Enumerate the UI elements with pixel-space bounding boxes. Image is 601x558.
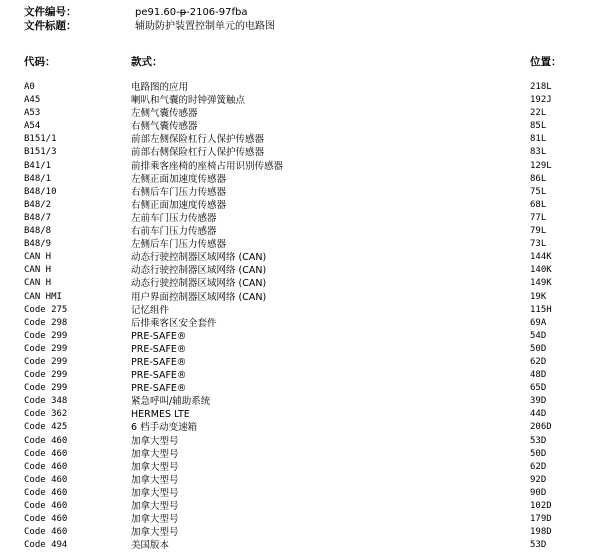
row-position: 19K bbox=[530, 291, 547, 302]
document-title-label: 文件标题： bbox=[24, 20, 77, 32]
row-position: 53D bbox=[530, 540, 547, 551]
row-code: B48/10 bbox=[24, 186, 57, 197]
row-position: 92D bbox=[530, 474, 547, 485]
table-row bbox=[0, 277, 601, 290]
row-code: Code 299 bbox=[24, 383, 68, 394]
row-position: 54D bbox=[530, 330, 547, 341]
row-code: Code 299 bbox=[24, 343, 68, 354]
row-position: 179D bbox=[530, 514, 552, 525]
row-code: A53 bbox=[24, 108, 41, 119]
row-position: 144K bbox=[530, 252, 552, 263]
row-description: 左侧后车门压力传感器 bbox=[131, 239, 227, 251]
row-description: 右侧正面加速度传感器 bbox=[131, 199, 227, 211]
row-position: 81L bbox=[530, 134, 547, 145]
row-description: 动态行驶控制器区域网络 (CAN) bbox=[131, 278, 267, 290]
table-row bbox=[0, 408, 601, 421]
row-code: Code 299 bbox=[24, 356, 68, 367]
column-header-code: 代码： bbox=[24, 56, 56, 68]
row-description: 右前车门压力传感器 bbox=[131, 226, 217, 238]
row-description: PRE-SAFE® bbox=[131, 356, 187, 368]
row-code: B151/1 bbox=[24, 134, 57, 145]
row-position: 79L bbox=[530, 226, 547, 237]
document-title-value: 辅助防护装置控制单元的电路图 bbox=[135, 21, 275, 32]
table-row bbox=[0, 199, 601, 212]
row-description: 加拿大型号 bbox=[131, 514, 179, 526]
row-description: 加拿大型号 bbox=[131, 487, 179, 499]
row-code: Code 299 bbox=[24, 370, 68, 381]
row-description: 加拿大型号 bbox=[131, 474, 179, 486]
row-code: Code 348 bbox=[24, 396, 68, 407]
row-code: A45 bbox=[24, 95, 41, 106]
row-description: 右侧气囊传感器 bbox=[131, 121, 198, 133]
table-row bbox=[0, 304, 601, 317]
row-code: B48/8 bbox=[24, 226, 52, 237]
row-code: CAN H bbox=[24, 278, 52, 289]
column-header-position: 位置： bbox=[530, 56, 562, 68]
row-position: 50D bbox=[530, 343, 547, 354]
table-row bbox=[0, 500, 601, 513]
document-number-value bbox=[135, 6, 248, 19]
row-position: 149K bbox=[530, 278, 552, 289]
table-row bbox=[0, 448, 601, 461]
row-description: 后排乘客区安全套件 bbox=[131, 317, 217, 329]
row-description: PRE-SAFE® bbox=[131, 343, 187, 355]
row-description: 电路图的应用 bbox=[131, 82, 189, 93]
table-row bbox=[0, 225, 601, 238]
row-position: 62D bbox=[530, 461, 547, 472]
row-code: Code 460 bbox=[24, 514, 68, 525]
table-row bbox=[0, 212, 601, 225]
row-description: 左前车门压力传感器 bbox=[131, 212, 217, 224]
row-description: 用户界面控制器区域网络 (CAN) bbox=[131, 291, 267, 303]
row-description: 加拿大型号 bbox=[131, 501, 179, 512]
document-number-value-strike: p bbox=[179, 7, 187, 18]
row-description: 美国版本 bbox=[131, 540, 170, 552]
table-row bbox=[0, 461, 601, 474]
row-code: Code 460 bbox=[24, 487, 68, 498]
column-header-model: 款式： bbox=[131, 56, 163, 68]
table-row bbox=[0, 421, 601, 434]
table-row bbox=[0, 173, 601, 186]
row-description: 左侧气囊传感器 bbox=[131, 108, 198, 120]
row-code: B151/3 bbox=[24, 147, 57, 158]
row-code: B48/7 bbox=[24, 212, 52, 223]
row-code: Code 460 bbox=[24, 474, 68, 485]
table-row bbox=[0, 395, 601, 408]
row-code: Code 460 bbox=[24, 435, 68, 446]
row-position: 85L bbox=[530, 121, 547, 132]
table-row bbox=[0, 487, 601, 500]
row-description: 加拿大型号 bbox=[131, 448, 179, 460]
row-position: 90D bbox=[530, 487, 547, 498]
row-position: 48D bbox=[530, 370, 547, 381]
table-row bbox=[0, 435, 601, 448]
row-position: 218L bbox=[530, 82, 552, 92]
table-row bbox=[0, 474, 601, 487]
row-code: B48/1 bbox=[24, 173, 52, 184]
row-code: Code 299 bbox=[24, 330, 68, 341]
row-code: CAN H bbox=[24, 265, 52, 276]
row-description: 加拿大型号 bbox=[131, 527, 179, 539]
component-table bbox=[0, 81, 601, 552]
row-description: 前部左侧保险杠行人保护传感器 bbox=[131, 134, 265, 146]
row-position: 198D bbox=[530, 527, 552, 538]
row-description: 右侧后车门压力传感器 bbox=[131, 186, 227, 198]
row-position: 39D bbox=[530, 396, 547, 407]
table-row bbox=[0, 382, 601, 395]
document-number-label: 文件编号： bbox=[24, 6, 77, 18]
row-position: 75L bbox=[530, 186, 547, 197]
table-row bbox=[0, 539, 601, 552]
row-code: Code 460 bbox=[24, 527, 68, 538]
table-row bbox=[0, 526, 601, 539]
row-position: 73L bbox=[530, 239, 547, 250]
table-row bbox=[0, 133, 601, 146]
row-code: B48/2 bbox=[24, 199, 52, 210]
row-description: 记忆组件 bbox=[131, 304, 170, 316]
table-row bbox=[0, 264, 601, 277]
row-code: A54 bbox=[24, 121, 41, 132]
row-description: 加拿大型号 bbox=[131, 461, 179, 473]
row-position: 102D bbox=[530, 501, 552, 511]
row-position: 69A bbox=[530, 317, 547, 328]
table-row bbox=[0, 251, 601, 264]
row-position: 50D bbox=[530, 448, 547, 459]
row-position: 129L bbox=[530, 160, 552, 171]
row-position: 68L bbox=[530, 199, 547, 210]
table-row bbox=[0, 81, 601, 94]
table-row bbox=[0, 146, 601, 159]
row-description: 前排乘客座椅的座椅占用识别传感器 bbox=[131, 160, 284, 172]
row-position: 77L bbox=[530, 212, 547, 223]
row-position: 53D bbox=[530, 435, 547, 446]
row-code: Code 298 bbox=[24, 317, 68, 328]
row-position: 192J bbox=[530, 95, 552, 106]
row-code: Code 362 bbox=[24, 409, 68, 420]
row-code: B41/1 bbox=[24, 160, 52, 171]
row-description: 加拿大型号 bbox=[131, 435, 179, 447]
row-code: CAN HMI bbox=[24, 291, 62, 302]
table-row bbox=[0, 160, 601, 173]
table-row bbox=[0, 330, 601, 343]
table-row bbox=[0, 238, 601, 251]
row-description: 6 档手动变速箱 bbox=[131, 422, 198, 434]
row-code: Code 425 bbox=[24, 422, 68, 433]
table-row bbox=[0, 120, 601, 133]
row-position: 83L bbox=[530, 147, 547, 158]
table-row bbox=[0, 369, 601, 382]
row-description: 左侧正面加速度传感器 bbox=[131, 173, 227, 185]
row-description: 动态行驶控制器区域网络 (CAN) bbox=[131, 265, 267, 277]
row-position: 206D bbox=[530, 422, 552, 433]
table-row bbox=[0, 186, 601, 199]
row-position: 44D bbox=[530, 409, 547, 420]
row-description: 喇叭和气囊的时钟弹簧触点 bbox=[131, 95, 246, 107]
row-position: 86L bbox=[530, 173, 547, 184]
table-row bbox=[0, 513, 601, 526]
document-number-value-pre: pe91.60- bbox=[135, 7, 180, 18]
row-description: PRE-SAFE® bbox=[131, 330, 187, 342]
row-position: 115H bbox=[530, 304, 552, 315]
row-code: Code 460 bbox=[24, 448, 68, 459]
row-description: 前部右侧保险杠行人保护传感器 bbox=[131, 147, 265, 159]
row-position: 140K bbox=[530, 265, 552, 276]
row-code: Code 275 bbox=[24, 304, 68, 315]
row-description: PRE-SAFE® bbox=[131, 383, 187, 395]
table-row bbox=[0, 317, 601, 330]
table-row bbox=[0, 94, 601, 107]
row-code: CAN H bbox=[24, 252, 52, 263]
table-row bbox=[0, 107, 601, 120]
table-row bbox=[0, 291, 601, 304]
row-description: PRE-SAFE® bbox=[131, 370, 187, 382]
row-code: B48/9 bbox=[24, 239, 52, 250]
row-position: 22L bbox=[530, 108, 547, 119]
document-number-value-post: -2106-97fba bbox=[186, 7, 248, 18]
row-position: 65D bbox=[530, 383, 547, 394]
row-description: 紧急呼叫/辅助系统 bbox=[131, 396, 211, 408]
row-code: A0 bbox=[24, 82, 35, 92]
row-code: Code 460 bbox=[24, 501, 68, 511]
row-description: 动态行驶控制器区域网络 (CAN) bbox=[131, 252, 267, 264]
row-code: Code 460 bbox=[24, 461, 68, 472]
row-code: Code 494 bbox=[24, 540, 68, 551]
table-row bbox=[0, 356, 601, 369]
row-position: 62D bbox=[530, 356, 547, 367]
row-description: HERMES LTE bbox=[131, 409, 190, 421]
table-row bbox=[0, 343, 601, 356]
